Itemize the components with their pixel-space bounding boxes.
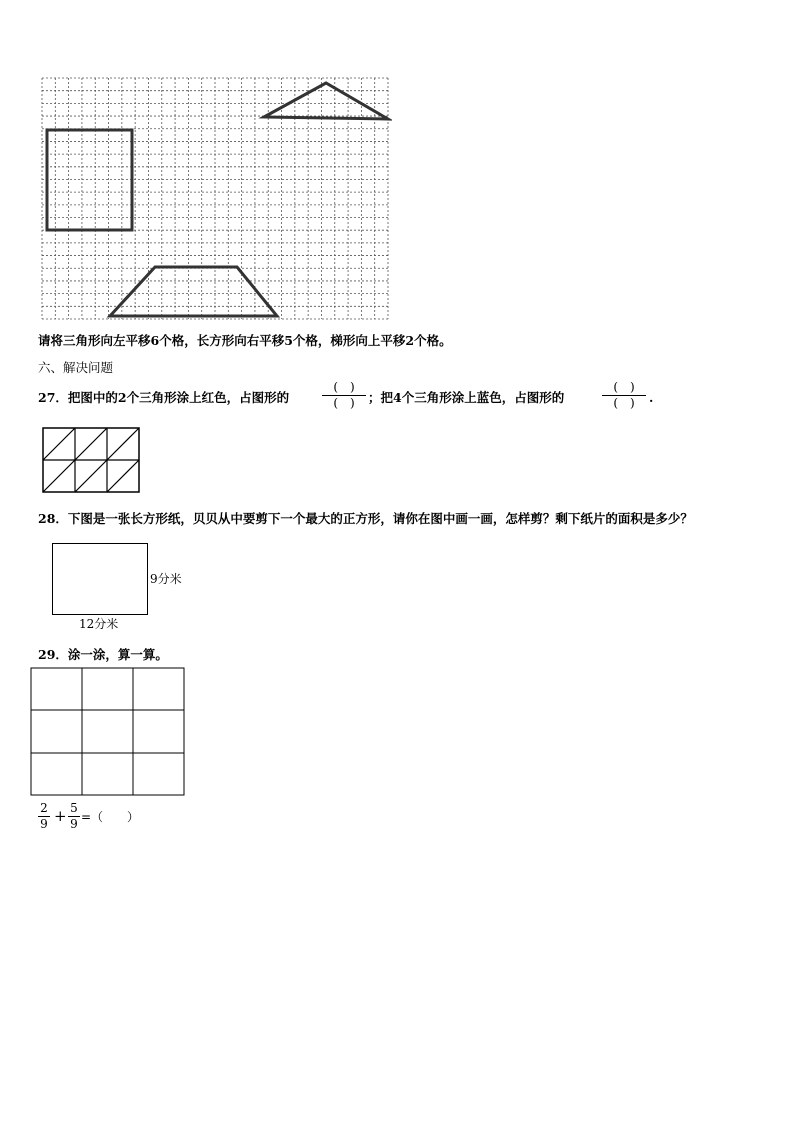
q29-fraction-1: 2 9 (38, 802, 50, 831)
q27-number: 27． (38, 390, 68, 405)
q28-width-label: 12分米 (79, 617, 119, 631)
q28-number: 28． (38, 511, 68, 526)
q29-fraction-2: 5 9 (68, 802, 80, 831)
q27-part2: ；把4个三角形涂上蓝色，占图形的 (368, 390, 565, 405)
grid-rectangle (47, 130, 132, 230)
q29-number: 29． (38, 647, 68, 662)
q29-answer-blank[interactable]: =（ ） (81, 810, 140, 824)
q28-text: 下图是一张长方形纸，贝贝从中要剪下一个最大的正方形，请你在图中画一画，怎样剪？剩下纸片的面积是多少？ (67, 511, 693, 526)
q28-height-label: 9分米 (150, 572, 182, 586)
q29-nine-grid[interactable] (30, 667, 186, 797)
q27-end: . (649, 390, 654, 405)
grid-triangle (264, 83, 388, 119)
q29-text: 涂一涂，算一算。 (67, 647, 168, 662)
q28-question (38, 511, 693, 527)
q27-triangle-grid[interactable] (42, 427, 140, 495)
translation-instruction: 请将三角形向左平移6个格，长方形向右平移5个格，梯形向上平移2个格。 (38, 333, 452, 348)
q29-plus: + (54, 807, 67, 825)
translation-grid (40, 76, 392, 324)
q27-fraction-blank-1[interactable]: ( ) ( ) (322, 381, 366, 410)
q27-part1: 把图中的2个三角形涂上红色，占图形的 (67, 390, 290, 405)
q29-question (38, 647, 168, 663)
q27-fraction-blank-2[interactable]: ( ) ( ) (602, 381, 646, 410)
q27-question (38, 390, 289, 406)
q28-rectangle[interactable] (52, 543, 148, 615)
section-title: 六、解决问题 (38, 360, 114, 375)
